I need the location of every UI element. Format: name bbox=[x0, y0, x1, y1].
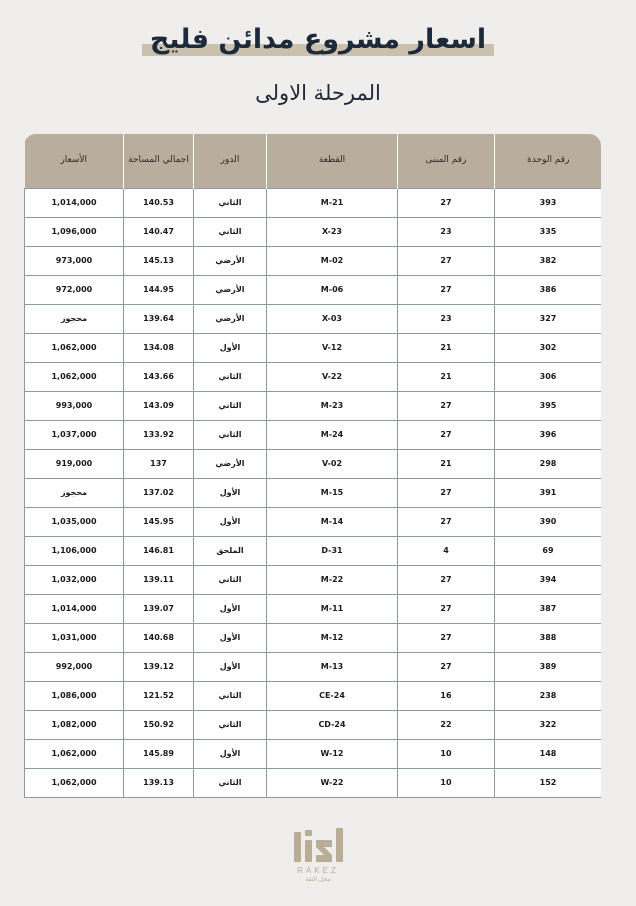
cell-plot: V-02 bbox=[267, 449, 398, 478]
cell-total-area: 145.13 bbox=[124, 246, 194, 275]
cell-price: 973,000 bbox=[25, 246, 124, 275]
cell-plot: W-12 bbox=[267, 739, 398, 768]
cell-floor: الملحق bbox=[194, 536, 267, 565]
cell-unit-number: 152 bbox=[495, 768, 602, 797]
cell-floor: الأول bbox=[194, 478, 267, 507]
header-unit-number: رقم الوحدة bbox=[495, 134, 602, 188]
rakez-logo-mark bbox=[291, 826, 345, 864]
cell-building-number: 27 bbox=[398, 391, 495, 420]
table-row bbox=[25, 681, 602, 710]
cell-building-number: 21 bbox=[398, 449, 495, 478]
cell-unit-number: 298 bbox=[495, 449, 602, 478]
table-row bbox=[25, 391, 602, 420]
cell-unit-number: 69 bbox=[495, 536, 602, 565]
table-row bbox=[25, 246, 602, 275]
cell-total-area: 143.09 bbox=[124, 391, 194, 420]
table-row bbox=[25, 710, 602, 739]
cell-building-number: 27 bbox=[398, 565, 495, 594]
cell-total-area: 133.92 bbox=[124, 420, 194, 449]
table-row bbox=[25, 565, 602, 594]
cell-building-number: 27 bbox=[398, 623, 495, 652]
cell-price: 993,000 bbox=[25, 391, 124, 420]
cell-total-area: 139.12 bbox=[124, 652, 194, 681]
cell-floor: الأرضي bbox=[194, 275, 267, 304]
table-row bbox=[25, 362, 602, 391]
cell-building-number: 4 bbox=[398, 536, 495, 565]
cell-floor: الثاني bbox=[194, 768, 267, 797]
cell-unit-number: 388 bbox=[495, 623, 602, 652]
cell-floor: الثاني bbox=[194, 188, 267, 217]
table-row bbox=[25, 333, 602, 362]
cell-plot: M-21 bbox=[267, 188, 398, 217]
cell-price: 1,035,000 bbox=[25, 507, 124, 536]
table-row bbox=[25, 449, 602, 478]
cell-total-area: 139.13 bbox=[124, 768, 194, 797]
cell-building-number: 27 bbox=[398, 652, 495, 681]
cell-plot: M-12 bbox=[267, 623, 398, 652]
cell-building-number: 27 bbox=[398, 188, 495, 217]
cell-plot: D-31 bbox=[267, 536, 398, 565]
header-plot: القطعة bbox=[267, 134, 398, 188]
cell-total-area: 150.92 bbox=[124, 710, 194, 739]
cell-plot: M-06 bbox=[267, 275, 398, 304]
cell-floor: الأول bbox=[194, 739, 267, 768]
cell-unit-number: 327 bbox=[495, 304, 602, 333]
title-wrap bbox=[0, 22, 636, 58]
cell-floor: الثاني bbox=[194, 391, 267, 420]
cell-unit-number: 386 bbox=[495, 275, 602, 304]
header-building-number: رقم المبنى bbox=[398, 134, 495, 188]
cell-price: 1,086,000 bbox=[25, 681, 124, 710]
cell-floor: الثاني bbox=[194, 565, 267, 594]
cell-total-area: 143.66 bbox=[124, 362, 194, 391]
cell-total-area: 139.64 bbox=[124, 304, 194, 333]
header-total-area: اجمالي المساحة bbox=[124, 134, 194, 188]
cell-price: 919,000 bbox=[25, 449, 124, 478]
cell-plot: V-12 bbox=[267, 333, 398, 362]
cell-unit-number: 148 bbox=[495, 739, 602, 768]
cell-price: 1,062,000 bbox=[25, 768, 124, 797]
cell-plot: M-13 bbox=[267, 652, 398, 681]
cell-unit-number: 302 bbox=[495, 333, 602, 362]
table-row bbox=[25, 304, 602, 333]
cell-floor: الأول bbox=[194, 652, 267, 681]
page-subtitle: المرحلة الاولى bbox=[255, 81, 381, 105]
header-price: الأسعار bbox=[60, 155, 88, 166]
cell-plot: CE-24 bbox=[267, 681, 398, 710]
cell-total-area: 121.52 bbox=[124, 681, 194, 710]
cell-building-number: 27 bbox=[398, 246, 495, 275]
logo-english: RAKEZ bbox=[297, 866, 339, 875]
table-row bbox=[25, 594, 602, 623]
table-row bbox=[25, 623, 602, 652]
cell-plot: W-22 bbox=[267, 768, 398, 797]
cell-floor: الثاني bbox=[194, 681, 267, 710]
table-row bbox=[25, 478, 602, 507]
cell-building-number: 27 bbox=[398, 275, 495, 304]
table-header-row bbox=[25, 134, 602, 188]
cell-price: 1,014,000 bbox=[25, 188, 124, 217]
cell-floor: الأول bbox=[194, 507, 267, 536]
cell-total-area: 145.89 bbox=[124, 739, 194, 768]
cell-building-number: 21 bbox=[398, 362, 495, 391]
cell-floor: الثاني bbox=[194, 362, 267, 391]
cell-price: 1,014,000 bbox=[25, 594, 124, 623]
cell-plot: M-24 bbox=[267, 420, 398, 449]
cell-floor: الثاني bbox=[194, 710, 267, 739]
cell-price: 1,037,000 bbox=[25, 420, 124, 449]
cell-building-number: 21 bbox=[398, 333, 495, 362]
cell-unit-number: 396 bbox=[495, 420, 602, 449]
cell-plot: X-03 bbox=[267, 304, 398, 333]
cell-total-area: 144.95 bbox=[124, 275, 194, 304]
cell-building-number: 27 bbox=[398, 594, 495, 623]
table-row bbox=[25, 420, 602, 449]
cell-building-number: 10 bbox=[398, 768, 495, 797]
rakez-logo bbox=[282, 826, 354, 883]
cell-price: 1,106,000 bbox=[25, 536, 124, 565]
cell-unit-number: 394 bbox=[495, 565, 602, 594]
header-floor: الدور bbox=[194, 134, 267, 188]
cell-floor: الثاني bbox=[194, 217, 267, 246]
cell-plot: M-02 bbox=[267, 246, 398, 275]
cell-building-number: 22 bbox=[398, 710, 495, 739]
cell-unit-number: 390 bbox=[495, 507, 602, 536]
cell-unit-number: 306 bbox=[495, 362, 602, 391]
cell-unit-number: 335 bbox=[495, 217, 602, 246]
cell-building-number: 23 bbox=[398, 304, 495, 333]
cell-total-area: 139.07 bbox=[124, 594, 194, 623]
cell-unit-number: 387 bbox=[495, 594, 602, 623]
cell-price: 1,062,000 bbox=[25, 739, 124, 768]
cell-unit-number: 382 bbox=[495, 246, 602, 275]
cell-plot: X-23 bbox=[267, 217, 398, 246]
table-row bbox=[25, 275, 602, 304]
cell-price: 972,000 bbox=[25, 275, 124, 304]
cell-building-number: 27 bbox=[398, 420, 495, 449]
cell-plot: M-22 bbox=[267, 565, 398, 594]
table-row bbox=[25, 739, 602, 768]
table-row bbox=[25, 768, 602, 797]
cell-total-area: 140.53 bbox=[124, 188, 194, 217]
cell-plot: M-15 bbox=[267, 478, 398, 507]
cell-unit-number: 322 bbox=[495, 710, 602, 739]
cell-plot: V-22 bbox=[267, 362, 398, 391]
cell-building-number: 10 bbox=[398, 739, 495, 768]
cell-floor: الأرضي bbox=[194, 304, 267, 333]
cell-plot: CD-24 bbox=[267, 710, 398, 739]
cell-price: محجوز bbox=[25, 478, 124, 507]
price-table-container bbox=[24, 134, 601, 798]
table-row bbox=[25, 536, 602, 565]
cell-unit-number: 389 bbox=[495, 652, 602, 681]
cell-total-area: 137 bbox=[124, 449, 194, 478]
cell-plot: M-14 bbox=[267, 507, 398, 536]
cell-building-number: 27 bbox=[398, 478, 495, 507]
cell-total-area: 140.47 bbox=[124, 217, 194, 246]
cell-floor: الأول bbox=[194, 623, 267, 652]
price-table bbox=[24, 134, 601, 798]
cell-total-area: 140.68 bbox=[124, 623, 194, 652]
cell-floor: الأرضي bbox=[194, 449, 267, 478]
logo-tagline: محل الثقة bbox=[305, 876, 331, 883]
cell-plot: M-23 bbox=[267, 391, 398, 420]
cell-building-number: 23 bbox=[398, 217, 495, 246]
cell-total-area: 137.02 bbox=[124, 478, 194, 507]
cell-total-area: 134.08 bbox=[124, 333, 194, 362]
cell-price: محجوز bbox=[25, 304, 124, 333]
cell-floor: الأول bbox=[194, 594, 267, 623]
cell-building-number: 27 bbox=[398, 507, 495, 536]
cell-floor: الأرضي bbox=[194, 246, 267, 275]
cell-total-area: 139.11 bbox=[124, 565, 194, 594]
cell-price: 1,032,000 bbox=[25, 565, 124, 594]
cell-plot: M-11 bbox=[267, 594, 398, 623]
cell-building-number: 16 bbox=[398, 681, 495, 710]
cell-floor: الثاني bbox=[194, 420, 267, 449]
cell-price: 1,082,000 bbox=[25, 710, 124, 739]
table-row bbox=[25, 652, 602, 681]
cell-unit-number: 391 bbox=[495, 478, 602, 507]
cell-price: 1,031,000 bbox=[25, 623, 124, 652]
cell-total-area: 145.95 bbox=[124, 507, 194, 536]
table-body bbox=[25, 188, 602, 797]
cell-price: 1,062,000 bbox=[25, 333, 124, 362]
cell-price: 1,096,000 bbox=[25, 217, 124, 246]
cell-unit-number: 238 bbox=[495, 681, 602, 710]
cell-unit-number: 393 bbox=[495, 188, 602, 217]
cell-price: 992,000 bbox=[25, 652, 124, 681]
page-title: اسعار مشروع مدائن فليج bbox=[142, 22, 494, 58]
table-row bbox=[25, 507, 602, 536]
cell-unit-number: 395 bbox=[495, 391, 602, 420]
cell-price: 1,062,000 bbox=[25, 362, 124, 391]
cell-floor: الأول bbox=[194, 333, 267, 362]
table-row bbox=[25, 188, 602, 217]
cell-total-area: 146.81 bbox=[124, 536, 194, 565]
table-row bbox=[25, 217, 602, 246]
